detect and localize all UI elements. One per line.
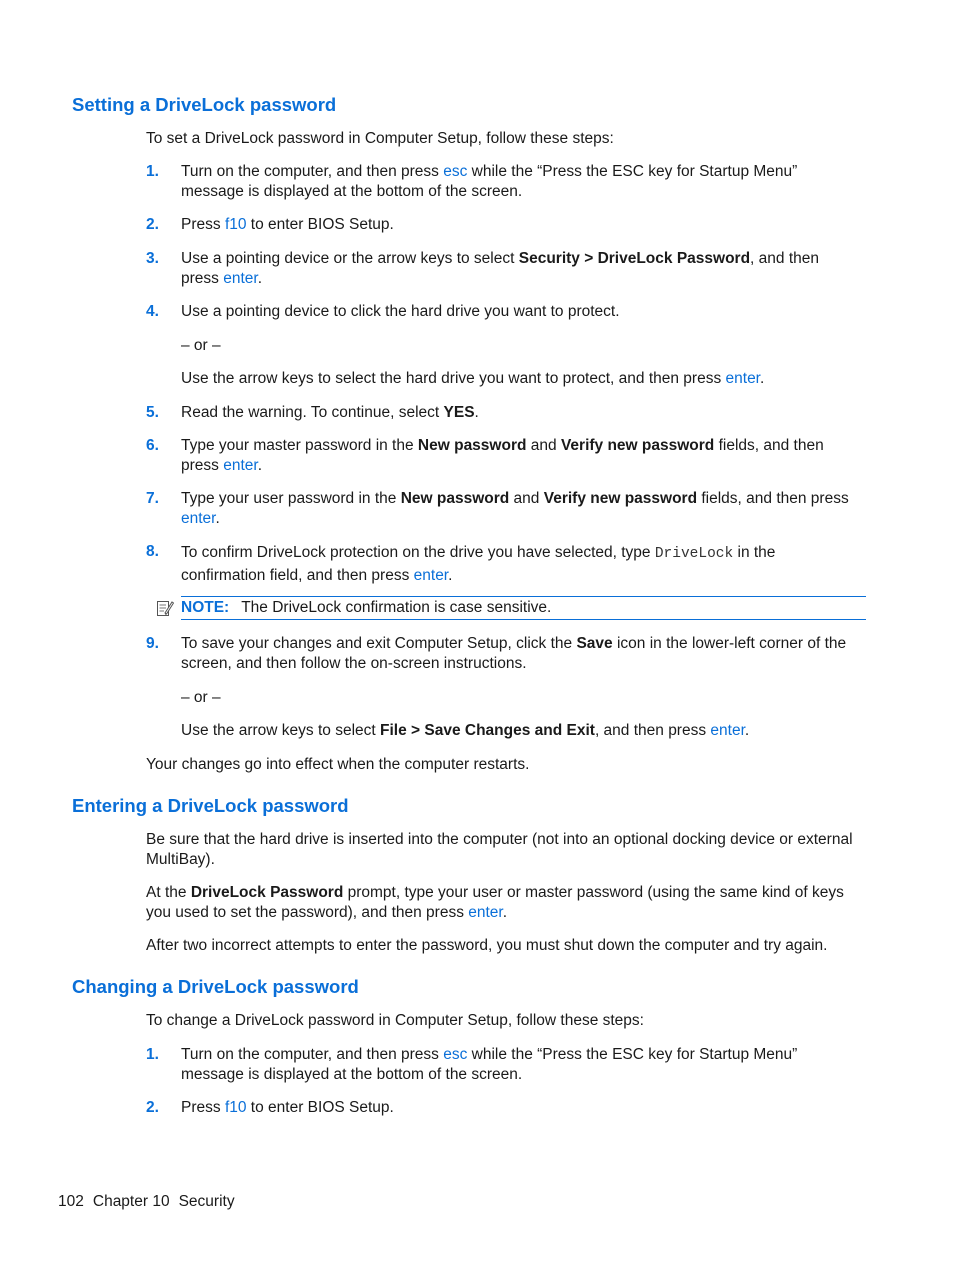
section-title-changing: Changing a DriveLock password xyxy=(72,976,359,997)
step-text: Use a pointing device or the arrow keys to select Security > DriveLock Password, and then press enter. xyxy=(181,250,819,287)
step-text: Press f10 to enter BIOS Setup. xyxy=(181,1099,394,1116)
step-text: Press f10 to enter BIOS Setup. xyxy=(181,216,394,233)
note-box xyxy=(181,596,866,620)
step-number: 1. xyxy=(146,1046,159,1063)
chapter-title: Security xyxy=(178,1193,235,1210)
step-text: Read the warning. To continue, select YES. xyxy=(181,404,479,421)
step-text: Type your master password in the New password and Verify new password fields, and then press enter. xyxy=(181,437,824,474)
chapter-label: Chapter 10 xyxy=(92,1193,170,1210)
note-text: The DriveLock confirmation is case sensitive. xyxy=(241,599,552,616)
step-text: To confirm DriveLock protection on the drive you have selected, type DriveLock in the confirmation field, and then press enter. xyxy=(181,544,776,584)
code-drivelock: DriveLock xyxy=(654,546,734,562)
step-number: 8. xyxy=(146,543,159,560)
step-number: 3. xyxy=(146,250,159,267)
section-intro: To set a DriveLock password in Computer Setup, follow these steps: xyxy=(146,130,614,147)
step-alt-text: Use the arrow keys to select the hard drive you want to protect, and then press enter. xyxy=(181,370,765,387)
step-number: 5. xyxy=(146,404,159,421)
key-esc: esc xyxy=(443,163,468,180)
key-f10: f10 xyxy=(224,1099,247,1116)
or-separator: – or – xyxy=(181,337,221,354)
note-content xyxy=(181,597,866,618)
or-separator: – or – xyxy=(181,689,221,706)
key-enter: enter xyxy=(710,722,745,739)
step-number: 1. xyxy=(146,163,159,180)
key-f10: f10 xyxy=(224,216,247,233)
step-text: Use a pointing device to click the hard drive you want to protect. xyxy=(181,303,620,320)
step-text: To save your changes and exit Computer Setup, click the Save icon in the lower-left corner of the screen, and then follow the on-screen instructions. xyxy=(181,635,847,672)
paragraph: After two incorrect attempts to enter the password, you must shut down the computer and try again. xyxy=(146,937,828,954)
step-number: 9. xyxy=(146,635,159,652)
key-enter: enter xyxy=(725,370,760,387)
step-number: 2. xyxy=(146,1099,159,1116)
note-label: NOTE: xyxy=(181,599,230,616)
key-enter: enter xyxy=(223,456,258,474)
step-text: Turn on the computer, and then press esc while the “Press the ESC key for Startup Menu” message is displayed at the bottom of the screen. xyxy=(181,1046,798,1083)
step-number: 2. xyxy=(146,216,159,233)
section-intro: To change a DriveLock password in Computer Setup, follow these steps: xyxy=(146,1012,644,1029)
note-icon xyxy=(156,599,174,617)
step-alt-text: Use the arrow keys to select File > Save Changes and Exit, and then press enter. xyxy=(181,722,750,739)
key-enter: enter xyxy=(181,509,216,527)
page-number: 102 xyxy=(58,1193,84,1210)
key-enter: enter xyxy=(413,567,449,584)
section-title-setting: Setting a DriveLock password xyxy=(72,94,337,115)
key-enter: enter xyxy=(223,269,258,287)
section-title-entering: Entering a DriveLock password xyxy=(72,795,349,816)
page-footer xyxy=(58,1192,244,1212)
key-esc: esc xyxy=(443,1046,468,1063)
step-number: 4. xyxy=(146,303,159,320)
paragraph: Be sure that the hard drive is inserted into the computer (not into an optional docking device or external MultiBay). xyxy=(146,831,853,868)
step-number: 7. xyxy=(146,490,159,507)
section-outro: Your changes go into effect when the computer restarts. xyxy=(146,756,530,773)
step-text: Type your user password in the New password and Verify new password fields, and then press enter. xyxy=(181,490,849,527)
paragraph: At the DriveLock Password prompt, type your user or master password (using the same kind of keys you used to set the password), and then press enter. xyxy=(146,884,844,921)
step-text: Turn on the computer, and then press esc while the “Press the ESC key for Startup Menu” message is displayed at the bottom of the screen. xyxy=(181,163,798,200)
key-enter: enter xyxy=(468,903,503,921)
step-number: 6. xyxy=(146,437,159,454)
